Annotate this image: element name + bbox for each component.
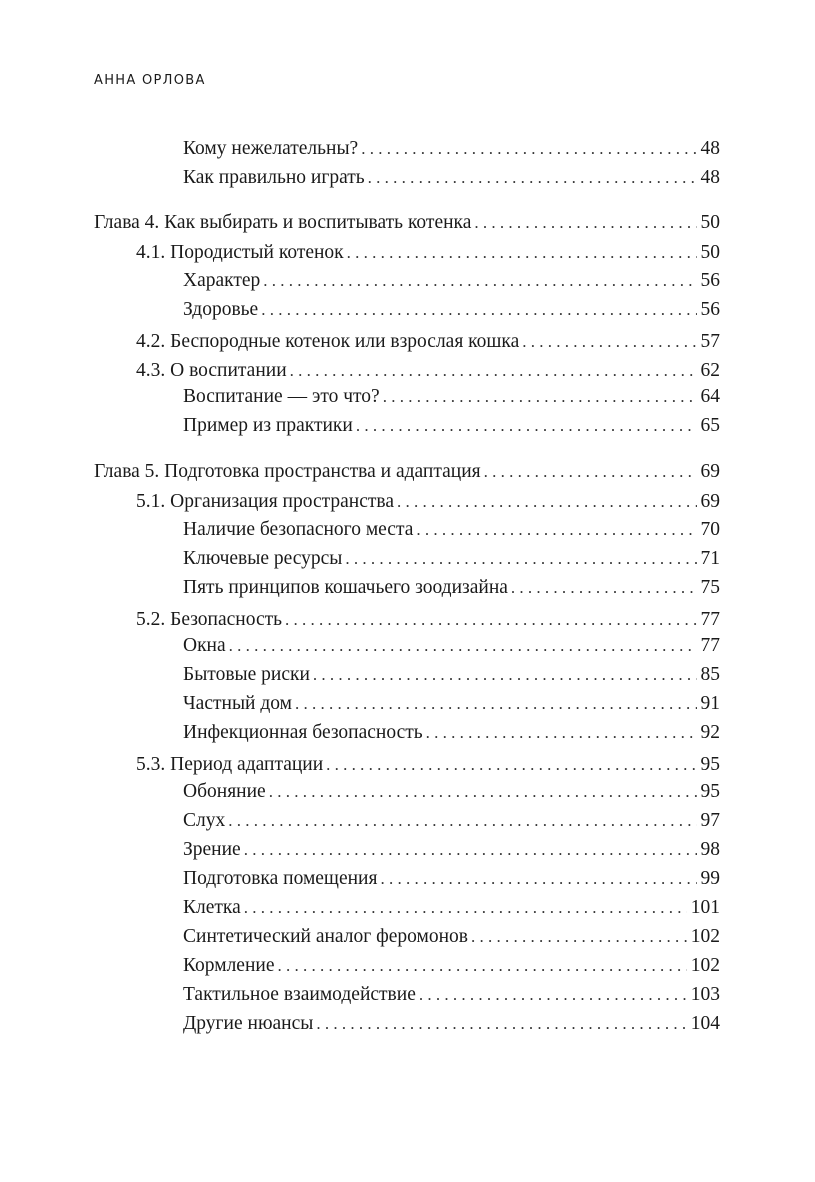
toc-entry-title: Кормление — [183, 955, 275, 976]
toc-entry-title: Окна — [183, 635, 226, 656]
dot-leader — [269, 782, 697, 802]
toc-entry — [94, 897, 720, 923]
toc-entry-page: 75 — [700, 577, 720, 598]
toc-entry — [94, 1013, 720, 1039]
toc-entry — [94, 810, 720, 836]
toc-entry — [94, 664, 720, 690]
toc-entry-title: Инфекционная безопасность — [183, 722, 423, 743]
toc-entry-title: Обоняние — [183, 781, 266, 802]
dot-leader — [471, 927, 687, 947]
toc-entry-page: 70 — [700, 519, 720, 540]
toc-chapter-entry — [94, 461, 720, 487]
toc-section-entry — [94, 754, 720, 780]
toc-entry-title: Тактильное взаимодействие — [183, 984, 416, 1005]
dot-leader — [285, 610, 696, 630]
toc-entry-page: 64 — [700, 386, 720, 407]
toc-entry-page: 56 — [700, 299, 720, 320]
toc-entry — [94, 548, 720, 574]
toc-entry-title: 5.3. Период адаптации — [136, 754, 324, 775]
toc-entry-title: Подготовка помещения — [183, 868, 378, 889]
toc-entry-title: Пример из практики — [183, 415, 353, 436]
toc-entry-title: Пять принципов кошачьего зоодизайна — [183, 577, 508, 598]
toc-entry-title: 5.2. Безопасность — [136, 609, 283, 630]
dot-leader — [244, 898, 687, 918]
toc-entry-page: 57 — [700, 331, 720, 352]
toc-entry-title: 5.1. Организация пространства — [136, 491, 395, 512]
toc-entry-page: 48 — [700, 138, 720, 159]
toc-entry-title: Характер — [183, 270, 261, 291]
dot-leader — [380, 869, 696, 889]
dot-leader — [383, 387, 697, 407]
running-head: АННА ОРЛОВА — [94, 73, 206, 88]
toc-entry-page: 85 — [700, 664, 720, 685]
toc-entry-page: 102 — [690, 926, 720, 947]
dot-leader — [426, 723, 697, 743]
toc-entry-page: 101 — [690, 897, 720, 918]
toc-entry-title: Глава 4. Как выбирать и воспитывать котенка — [94, 212, 472, 233]
dot-leader — [474, 213, 696, 233]
toc-entry-title: Слух — [183, 810, 226, 831]
dot-leader — [356, 416, 697, 436]
toc-entry-page: 97 — [700, 810, 720, 831]
dot-leader — [313, 665, 697, 685]
dot-leader — [368, 168, 697, 188]
dot-leader — [397, 492, 696, 512]
toc-entry-page: 95 — [700, 754, 720, 775]
dot-leader — [416, 520, 696, 540]
toc-entry-page: 102 — [690, 955, 720, 976]
dot-leader — [244, 840, 697, 860]
toc-entry-page: 98 — [700, 839, 720, 860]
toc-entry-title: 4.3. О воспитании — [136, 360, 287, 381]
toc-entry-title: Глава 5. Подготовка пространства и адаптация — [94, 461, 481, 482]
dot-leader — [347, 243, 697, 263]
toc-entry — [94, 415, 720, 441]
toc-chapter-entry — [94, 212, 720, 238]
toc-entry-page: 77 — [700, 635, 720, 656]
toc-entry-title: Как правильно играть — [183, 167, 365, 188]
dot-leader — [261, 300, 696, 320]
dot-leader — [278, 956, 687, 976]
toc-section-entry — [94, 242, 720, 268]
toc-entry-title: Кому нежелательны? — [183, 138, 359, 159]
toc-section-entry — [94, 331, 720, 357]
toc-entry — [94, 635, 720, 661]
toc-entry-title: Частный дом — [183, 693, 292, 714]
toc-entry-title: Зрение — [183, 839, 241, 860]
dot-leader — [326, 755, 696, 775]
toc-entry-title: 4.1. Породистый котенок — [136, 242, 344, 263]
toc-entry-page: 71 — [700, 548, 720, 569]
toc-entry — [94, 167, 720, 193]
toc-entry-page: 91 — [700, 693, 720, 714]
toc-entry-page: 99 — [700, 868, 720, 889]
dot-leader — [228, 811, 696, 831]
toc-entry-title: Другие нюансы — [183, 1013, 314, 1034]
dot-leader — [290, 361, 697, 381]
dot-leader — [361, 139, 696, 159]
toc-entry-title: 4.2. Беспородные котенок или взрослая кошка — [136, 331, 520, 352]
toc-section-entry — [94, 360, 720, 386]
dot-leader — [484, 462, 697, 482]
toc-entry-page: 95 — [700, 781, 720, 802]
dot-leader — [511, 578, 697, 598]
toc-entry-page: 77 — [700, 609, 720, 630]
toc-entry-page: 103 — [690, 984, 720, 1005]
toc-entry-page: 65 — [700, 415, 720, 436]
toc-entry — [94, 926, 720, 952]
toc-entry — [94, 839, 720, 865]
toc-entry-page: 50 — [700, 242, 720, 263]
toc-entry — [94, 386, 720, 412]
dot-leader — [316, 1014, 686, 1034]
toc-entry — [94, 781, 720, 807]
toc-entry-title: Наличие безопасного места — [183, 519, 414, 540]
dot-leader — [419, 985, 687, 1005]
toc-entry — [94, 984, 720, 1010]
toc-entry-title: Клетка — [183, 897, 241, 918]
toc-entry — [94, 519, 720, 545]
toc-entry — [94, 299, 720, 325]
toc-entry-title: Здоровье — [183, 299, 259, 320]
toc-entry — [94, 270, 720, 296]
dot-leader — [295, 694, 697, 714]
toc-entry — [94, 138, 720, 164]
toc-entry-page: 48 — [700, 167, 720, 188]
toc-entry-page: 92 — [700, 722, 720, 743]
toc-entry-page: 50 — [700, 212, 720, 233]
toc-entry-title: Ключевые ресурсы — [183, 548, 343, 569]
dot-leader — [522, 332, 696, 352]
toc-entry — [94, 722, 720, 748]
toc-entry-page: 69 — [700, 491, 720, 512]
toc-entry — [94, 955, 720, 981]
dot-leader — [345, 549, 696, 569]
toc-section-entry — [94, 491, 720, 517]
toc-entry — [94, 577, 720, 603]
toc-entry-page: 56 — [700, 270, 720, 291]
toc-entry-title: Бытовые риски — [183, 664, 310, 685]
dot-leader — [263, 271, 696, 291]
toc-section-entry — [94, 609, 720, 635]
toc-entry-title: Синтетический аналог феромонов — [183, 926, 469, 947]
dot-leader — [229, 636, 697, 656]
toc-entry-page: 62 — [700, 360, 720, 381]
toc-entry-page: 104 — [690, 1013, 720, 1034]
toc-entry-title: Воспитание — это что? — [183, 386, 380, 407]
toc-entry-page: 69 — [700, 461, 720, 482]
toc-entry — [94, 868, 720, 894]
toc-entry — [94, 693, 720, 719]
